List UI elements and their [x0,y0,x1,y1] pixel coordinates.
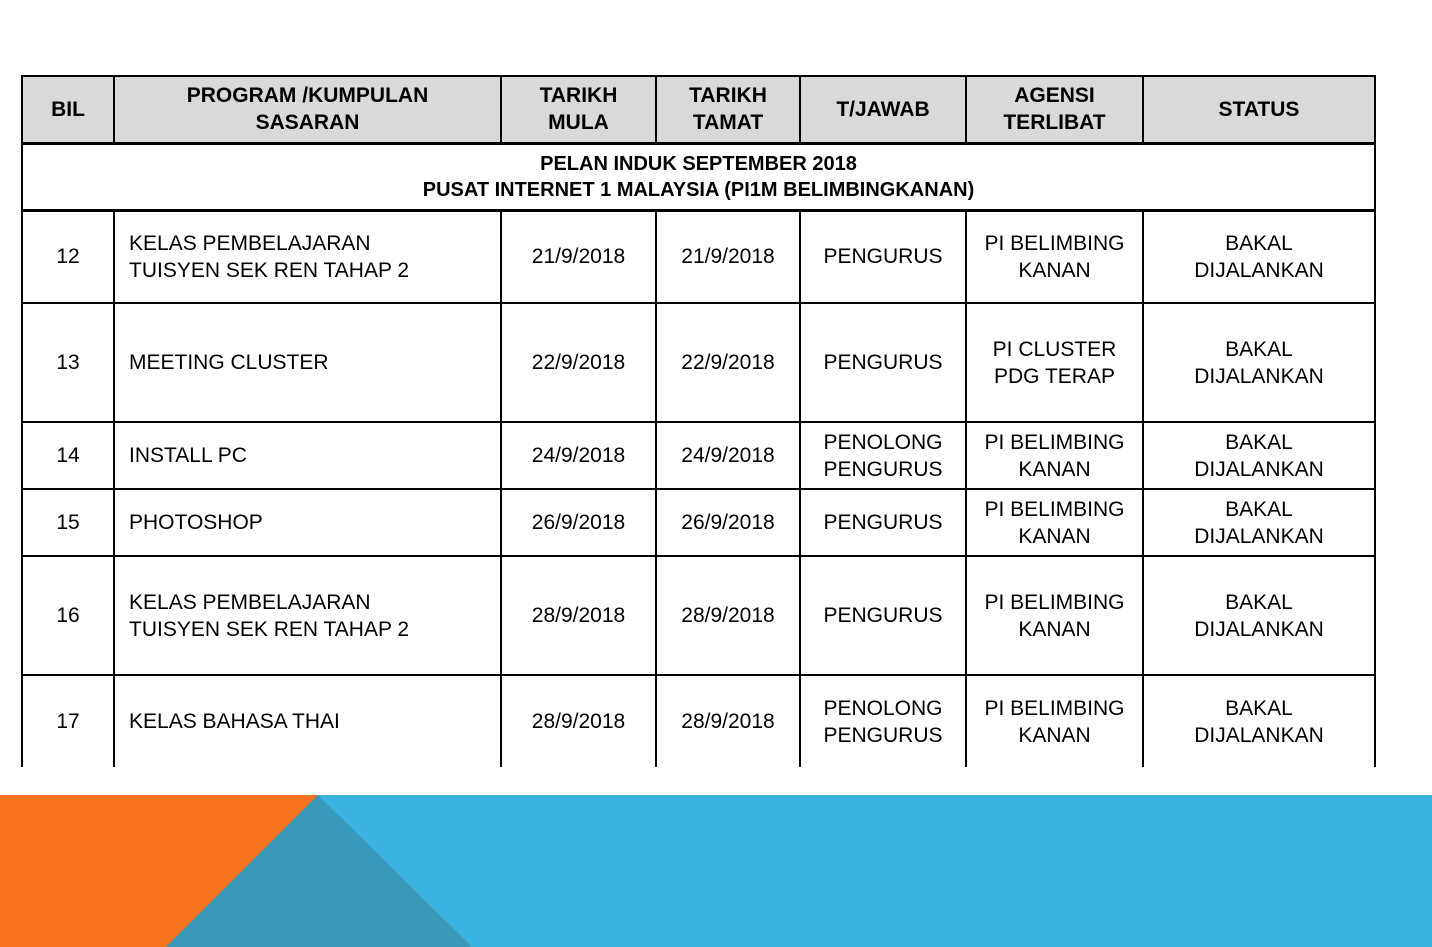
cell-bil: 13 [22,303,114,422]
table-row [22,675,1375,767]
header-status: STATUS [1143,76,1375,143]
cell-tjawab: PENGURUS [800,210,966,303]
cell-status: BAKAL DIJALANKAN [1143,422,1375,489]
cell-tamat: 28/9/2018 [656,675,800,767]
cell-agensi: PI BELIMBING KANAN [966,675,1143,767]
cell-mula: 26/9/2018 [501,489,656,556]
title-line-2: PUSAT INTERNET 1 MALAYSIA (PI1M BELIMBINGKANAN) [422,178,975,201]
header-row [22,76,1375,143]
cell-mula: 28/9/2018 [501,556,656,675]
cell-tjawab: PENGURUS [800,489,966,556]
cell-mula: 22/9/2018 [501,303,656,422]
cell-tjawab: PENOLONG PENGURUS [800,422,966,489]
cell-program: KELAS PEMBELAJARAN TUISYEN SEK REN TAHAP 2 [114,556,501,675]
header-tjawab: T/JAWAB [800,76,966,143]
cell-program: KELAS BAHASA THAI [114,675,501,767]
header-program: PROGRAM /KUMPULAN SASARAN [114,76,501,143]
cell-mula: 24/9/2018 [501,422,656,489]
cell-status: BAKAL DIJALANKAN [1143,675,1375,767]
cell-status: BAKAL DIJALANKAN [1143,303,1375,422]
cell-program: INSTALL PC [114,422,501,489]
table-row [22,422,1375,489]
cell-bil: 12 [22,210,114,303]
cell-bil: 16 [22,556,114,675]
cell-program: PHOTOSHOP [114,489,501,556]
cell-tamat: 24/9/2018 [656,422,800,489]
cell-mula: 21/9/2018 [501,210,656,303]
cell-program: MEETING CLUSTER [114,303,501,422]
cell-agensi: PI BELIMBING KANAN [966,210,1143,303]
header-bil: BIL [22,76,114,143]
table-row [22,210,1375,303]
table-row [22,303,1375,422]
cell-tjawab: PENOLONG PENGURUS [800,675,966,767]
cell-tamat: 28/9/2018 [656,556,800,675]
cell-agensi: PI CLUSTER PDG TERAP [966,303,1143,422]
decorative-footer-band [0,795,1432,947]
cell-tamat: 21/9/2018 [656,210,800,303]
cell-agensi: PI BELIMBING KANAN [966,422,1143,489]
header-tarikh-tamat: TARIKH TAMAT [656,76,800,143]
cell-agensi: PI BELIMBING KANAN [966,556,1143,675]
cell-tamat: 26/9/2018 [656,489,800,556]
cell-status: BAKAL DIJALANKAN [1143,556,1375,675]
cell-tamat: 22/9/2018 [656,303,800,422]
cell-program: KELAS PEMBELAJARAN TUISYEN SEK REN TAHAP 2 [114,210,501,303]
cell-tjawab: PENGURUS [800,556,966,675]
title-row [22,143,1375,210]
table-title [22,143,1375,210]
title-line-1: PELAN INDUK SEPTEMBER 2018 [540,152,857,175]
table-row [22,556,1375,675]
cell-bil: 15 [22,489,114,556]
cell-bil: 14 [22,422,114,489]
cell-status: BAKAL DIJALANKAN [1143,489,1375,556]
cell-bil: 17 [22,675,114,767]
header-tarikh-mula: TARIKH MULA [501,76,656,143]
cell-mula: 28/9/2018 [501,675,656,767]
plan-table [21,75,1376,767]
cell-agensi: PI BELIMBING KANAN [966,489,1143,556]
cell-tjawab: PENGURUS [800,303,966,422]
header-agensi: AGENSI TERLIBAT [966,76,1143,143]
table-row [22,489,1375,556]
cell-status: BAKAL DIJALANKAN [1143,210,1375,303]
